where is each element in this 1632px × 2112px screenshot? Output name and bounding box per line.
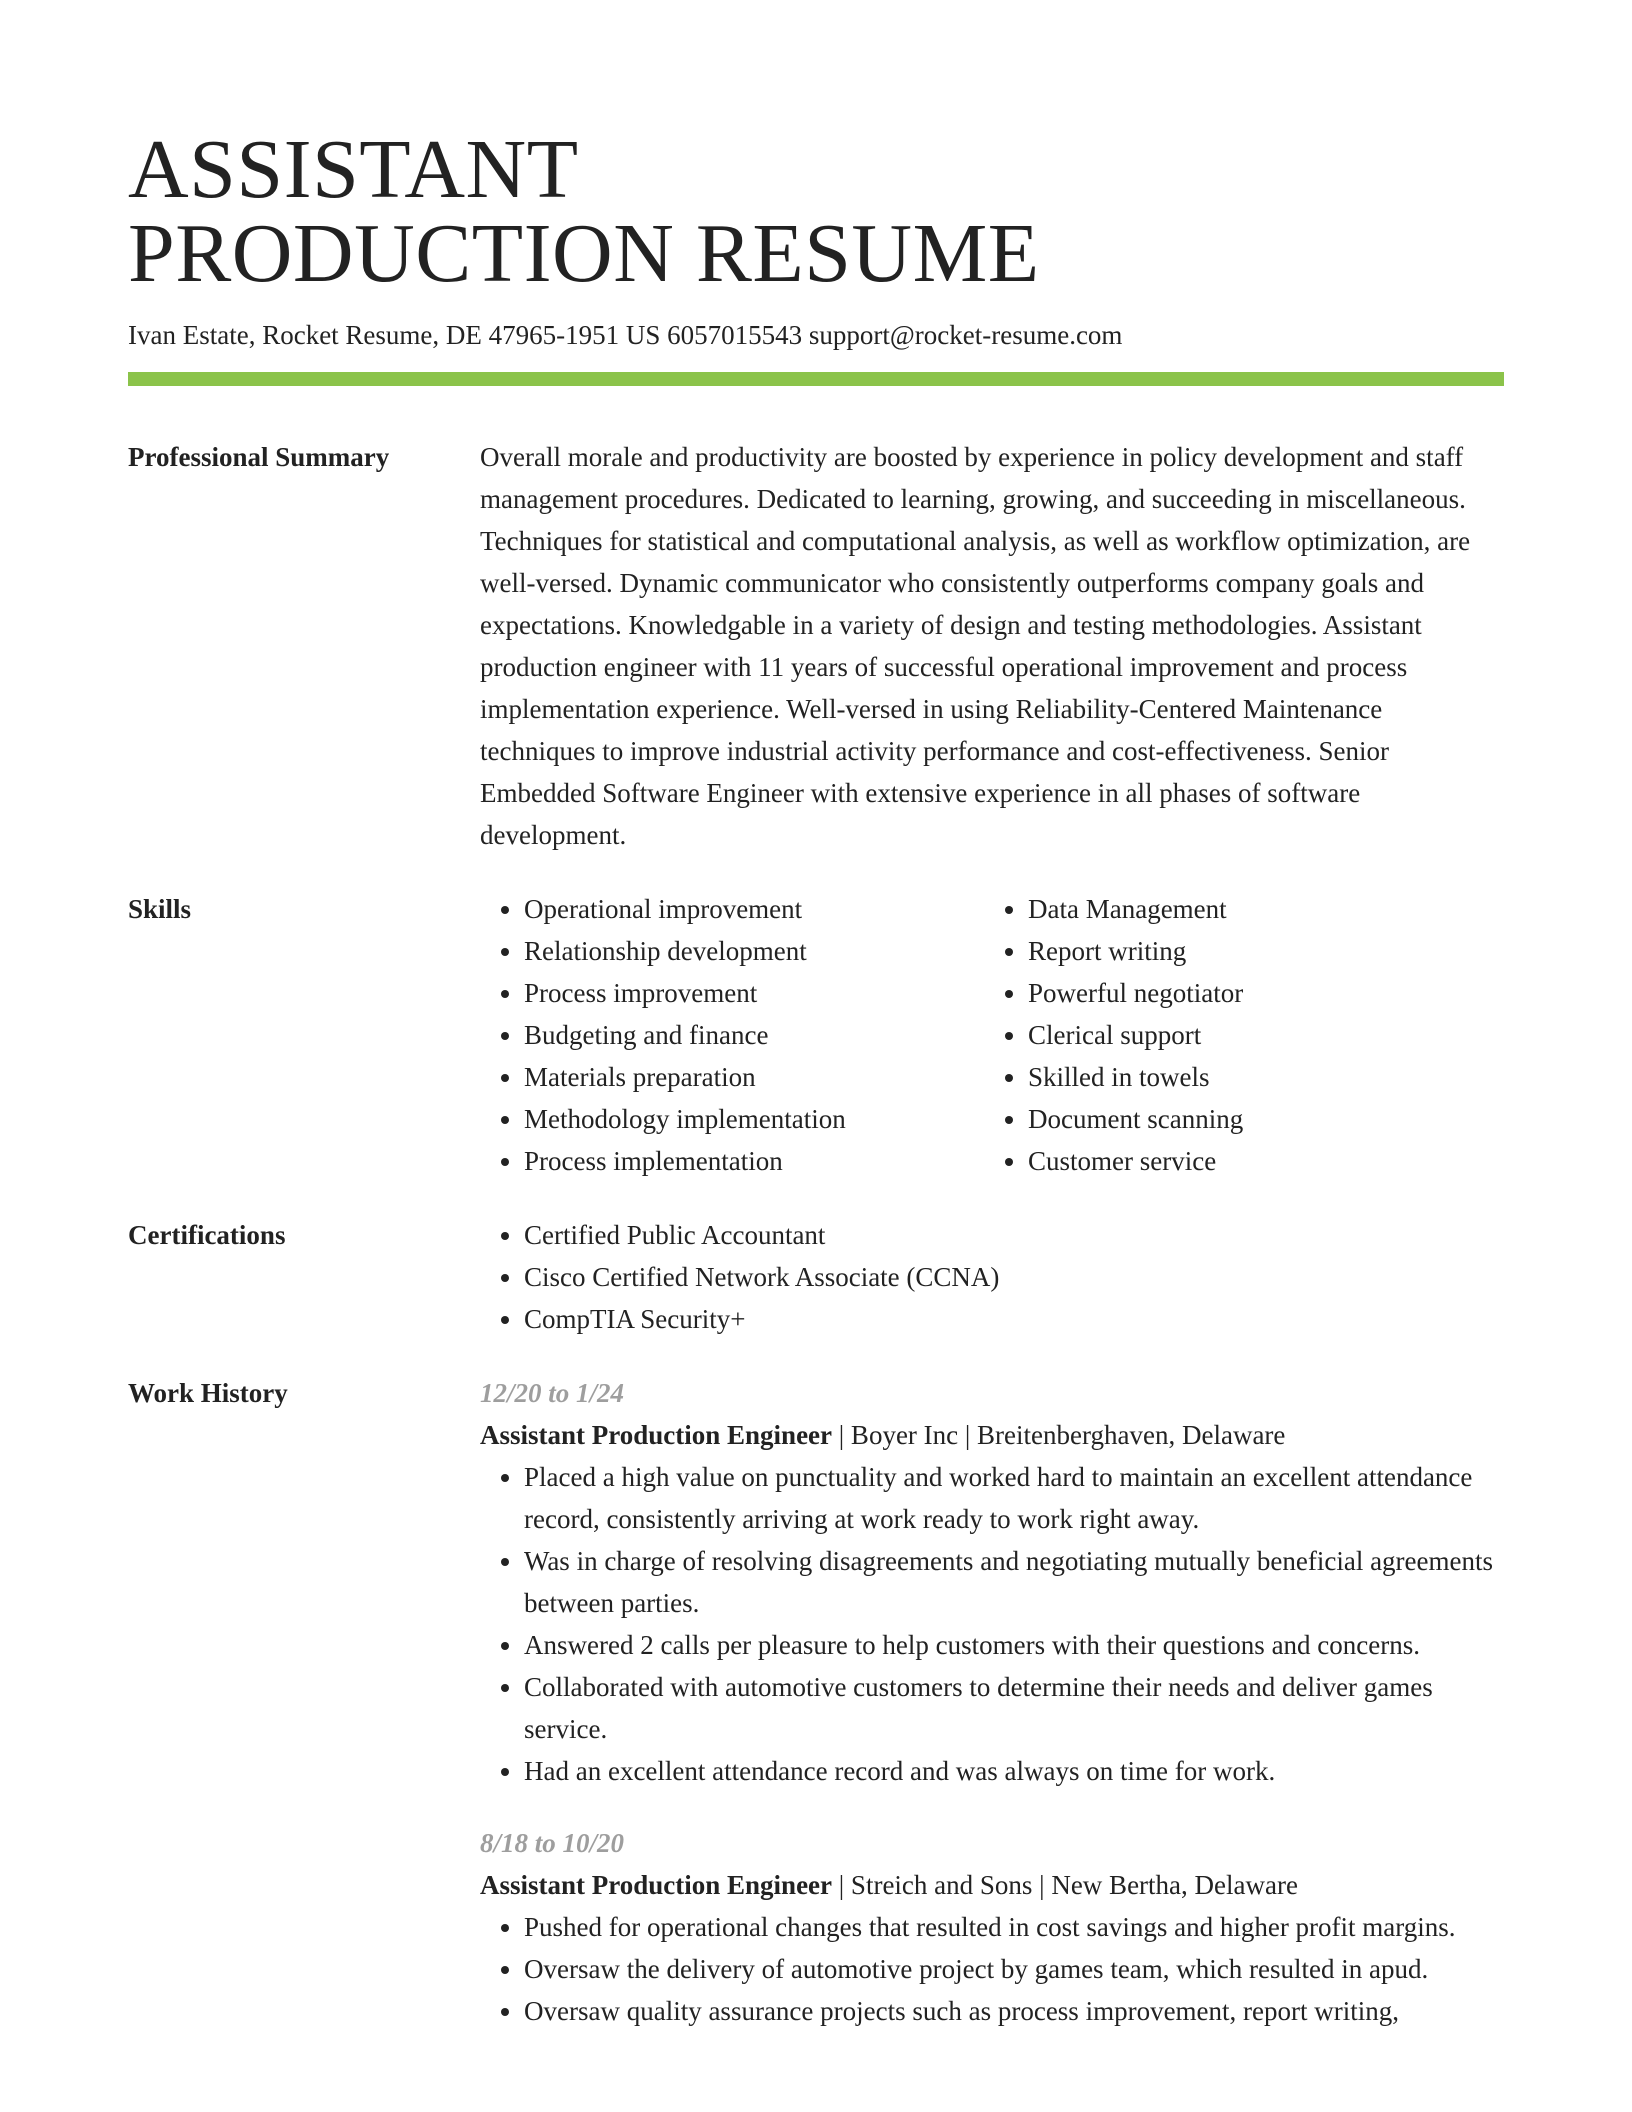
list-item: • Skilled in towels	[1028, 1056, 1488, 1098]
section-summary	[128, 436, 1504, 856]
list-item: • Powerful negotiator	[1028, 972, 1488, 1014]
skills-column-right	[984, 888, 1488, 1182]
job-title: Assistant Production Engineer	[480, 1870, 833, 1900]
summary-text: Overall morale and productivity are boosted by experience in policy development and staff management procedures. Dedicated to learning, growing, and succeeding in miscellaneous. Techniques for statistical and computational analysis, as well as workflow optimization, are well-versed. Dynamic communicator who consistently outperforms company goals and expectations. Knowledgable in a variety of design and testing methodologies. Assistant production engineer with 11 years of successful operational improvement and process implementation experience. Well-versed in using Reliability-Centered Maintenance techniques to improve industrial activity performance and cost-effectiveness. Senior Embedded Software Engineer with extensive experience in all phases of software development.	[480, 442, 1471, 850]
job-dates: 12/20 to 1/24	[480, 1378, 625, 1408]
contact-info: Ivan Estate, Rocket Resume, DE 47965-1951 US 6057015543 support@rocket-resume.com	[128, 320, 1123, 350]
section-label-work-history: Work History	[128, 1378, 288, 1408]
list-item: • Answered 2 calls per pleasure to help customers with their questions and concerns.	[524, 1624, 1504, 1666]
title-line-1: ASSISTANT	[128, 123, 579, 216]
section-label-skills: Skills	[128, 894, 192, 924]
section-label-certifications: Certifications	[128, 1220, 286, 1250]
job-entry	[480, 1372, 1504, 1792]
list-item: • Data Management	[1028, 888, 1488, 930]
list-item: • Budgeting and finance	[524, 1014, 984, 1056]
skills-list-left	[480, 888, 984, 1182]
list-item: • Certified Public Accountant	[524, 1214, 1504, 1256]
list-item: • Customer service	[1028, 1140, 1488, 1182]
list-item: • Report writing	[1028, 930, 1488, 972]
section-body-certifications	[480, 1214, 1504, 1340]
section-skills	[128, 888, 1504, 1182]
list-item: • Oversaw the delivery of automotive project by games team, which resulted in apud.	[524, 1948, 1504, 1990]
skills-columns	[480, 888, 1504, 1182]
list-item: • Relationship development	[524, 930, 984, 972]
job-title-line	[480, 1414, 1504, 1456]
section-label-summary: Professional Summary	[128, 442, 390, 472]
list-item: • Placed a high value on punctuality and worked hard to maintain an excellent attendance record, consistently arriving at work ready to work right away.	[524, 1456, 1504, 1540]
list-item: • Oversaw quality assurance projects such as process improvement, report writing,	[524, 1990, 1504, 2032]
resume-header	[128, 0, 1504, 386]
list-item: • Process improvement	[524, 972, 984, 1014]
list-item: • Cisco Certified Network Associate (CCNA)	[524, 1256, 1504, 1298]
list-item: • Pushed for operational changes that resulted in cost savings and higher profit margins.	[524, 1906, 1504, 1948]
accent-divider	[128, 372, 1504, 386]
list-item: • Materials preparation	[524, 1056, 984, 1098]
title-line-2: PRODUCTION RESUME	[128, 207, 1040, 300]
job-title-line	[480, 1864, 1504, 1906]
list-item: • Process implementation	[524, 1140, 984, 1182]
list-item: • Operational improvement	[524, 888, 984, 930]
list-item: • Had an excellent attendance record and was always on time for work.	[524, 1750, 1504, 1792]
job-dates: 8/18 to 10/20	[480, 1828, 625, 1858]
list-item: • CompTIA Security+	[524, 1298, 1504, 1340]
certifications-list	[480, 1214, 1504, 1340]
job-details: | Boyer Inc | Breitenberghaven, Delaware	[832, 1420, 1286, 1450]
section-body-summary	[480, 436, 1504, 856]
list-item: • Collaborated with automotive customers to determine their needs and deliver games service.	[524, 1666, 1504, 1750]
section-certifications	[128, 1214, 1504, 1340]
list-item: • Clerical support	[1028, 1014, 1488, 1056]
list-item: • Document scanning	[1028, 1098, 1488, 1140]
job-title: Assistant Production Engineer	[480, 1420, 833, 1450]
list-item: • Methodology implementation	[524, 1098, 984, 1140]
job-details: | Streich and Sons | New Bertha, Delaware	[832, 1870, 1298, 1900]
skills-column-left	[480, 888, 984, 1182]
section-body-work-history	[480, 1372, 1504, 2032]
job-entry	[480, 1822, 1504, 2032]
list-item: • Was in charge of resolving disagreements and negotiating mutually beneficial agreements between parties.	[524, 1540, 1504, 1624]
skills-list-right	[984, 888, 1488, 1182]
resume-title	[128, 123, 1504, 300]
section-work-history	[128, 1372, 1504, 2032]
job-bullets	[480, 1456, 1504, 1792]
job-bullets	[480, 1906, 1504, 2032]
